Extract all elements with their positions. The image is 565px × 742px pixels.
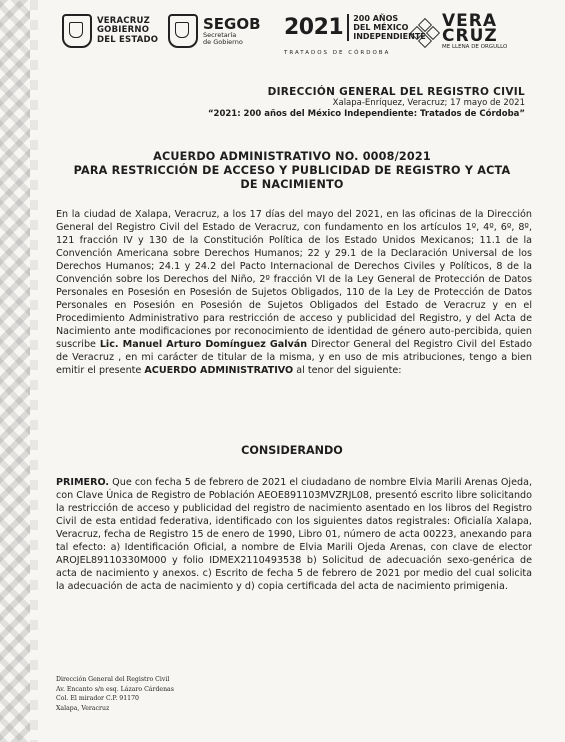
coat-of-arms-icon	[62, 14, 92, 48]
flower-icon	[412, 20, 438, 46]
section-heading: CONSIDERANDO	[241, 444, 343, 457]
segob-emblem-icon	[168, 14, 198, 48]
acuerdo-emphasis: ACUERDO ADMINISTRATIVO	[144, 365, 294, 376]
place-date: Xalapa-Enríquez, Veracruz; 17 mayo de 2021	[332, 98, 525, 108]
veracruz-government-logo: VERACRUZ GOBIERNO DEL ESTADO	[62, 14, 158, 48]
office-title: DIRECCIÓN GENERAL DEL REGISTRO CIVIL	[267, 86, 525, 98]
decorative-border	[0, 0, 30, 742]
year-motto: “2021: 200 años del México Independiente: Tratados de Córdoba”	[207, 109, 525, 119]
office-address: Dirección General del Registro Civil Av. Encanto s/n esq. Lázaro Cárdenas Col. El mirador C.P. 91170 Xalapa, Veracruz	[56, 676, 174, 712]
bicentennial-logo: 2021 200 AÑOS DEL MÉXICO INDEPENDIENTE	[284, 14, 426, 41]
signatory-name: Lic. Manuel Arturo Domínguez Galván	[99, 339, 308, 350]
intro-paragraph: En la ciudad de Xalapa, Veracruz, a los 17 días del mayo del 2021, en las oficinas de la Dirección General del Registro Civil del Estado de Veracruz, con fundamento en los artículos 1º, 4º, 6º, 8º, 121 fracción IV y 130 de la Constitución Política de los Estado Unidos Mexicanos; 11.1 de la Convención Americana sobre Derechos Humanos; 22 y 29.1 de la Declaración Universal de los Derechos Humanos; 24.1 y 24.2 del Pacto Internacional de Derechos Civiles y Políticos, 8 de la Convención sobre los Derechos del Niño, 2º fracción VI de la Ley General de Protección de Datos Personales en Posesión en Posesión de Sujetos Obligados, 110 de la Ley de Protección de Datos Personales en Posesión en Posesión de Sujetos Obligados del Estado de Veracruz y en el Procedimiento Administrativo para restricción de acceso y publicidad del Registro, y del Acta de Nacimiento ante modificaciones por reconocimiento de identidad de género auto-percibida, quien suscribe Lic. Manuel Arturo Domínguez Galván Director General del Registro Civil del Estado de Veracruz , en mi carácter de titular de la misma, y en uso de mis atribuciones, tengo a bien emitir el presente ACUERDO ADMINISTRATIVO al tenor del siguiente:	[56, 209, 532, 376]
tratados-caption: TRATADOS DE CÓRDOBA	[284, 50, 391, 56]
document-title: ACUERDO ADMINISTRATIVO NO. 0008/2021 PARA RESTRICCIÓN DE ACCESO Y PUBLICIDAD DE REGISTRO Y ACTA DE NACIMIENTO	[73, 150, 511, 191]
issuing-office	[125, 86, 525, 120]
veracruz-brand-logo: VERA CRUZ ME LLENA DE ORGULLO	[412, 14, 507, 51]
paragraph-lead: PRIMERO.	[56, 477, 110, 488]
letterhead	[62, 11, 542, 70]
segob-logo: SEGOB Secretaría de Gobierno	[168, 14, 261, 48]
first-considerando-paragraph: PRIMERO. Que con fecha 5 de febrero de 2021 el ciudadano de nombre Elvia Marili Arenas Ojeda, con Clave Única de Registro de Población AEOE891103MVZRJL08, presentó escrito libre solicitando la restricción de acceso y publicidad del registro de nacimiento asentado en los libros del Registro Civil de esta entidad federativa, identificado con los siguientes datos registrales: Oficialía Xalapa, Veracruz, fecha de Registro 15 de enero de 1990, Libro 01, número de acta 00223, anexando para tal efecto: a) Identificación Oficial, a nombre de Elvia Marili Ojeda Arenas, con clave de elector AROJEL89110330M000 y folio IDMEX2110493538 b) Solicitud de adecuación sexo-genérica de acta de nacimiento y anexos. c) Escrito de fecha 5 de febrero de 2021 por medio del cual solicita la adecuación de acta de nacimiento y d) copia certificada del acta de nacimiento primigenia.	[56, 477, 532, 592]
decorative-border-inner	[30, 0, 38, 742]
